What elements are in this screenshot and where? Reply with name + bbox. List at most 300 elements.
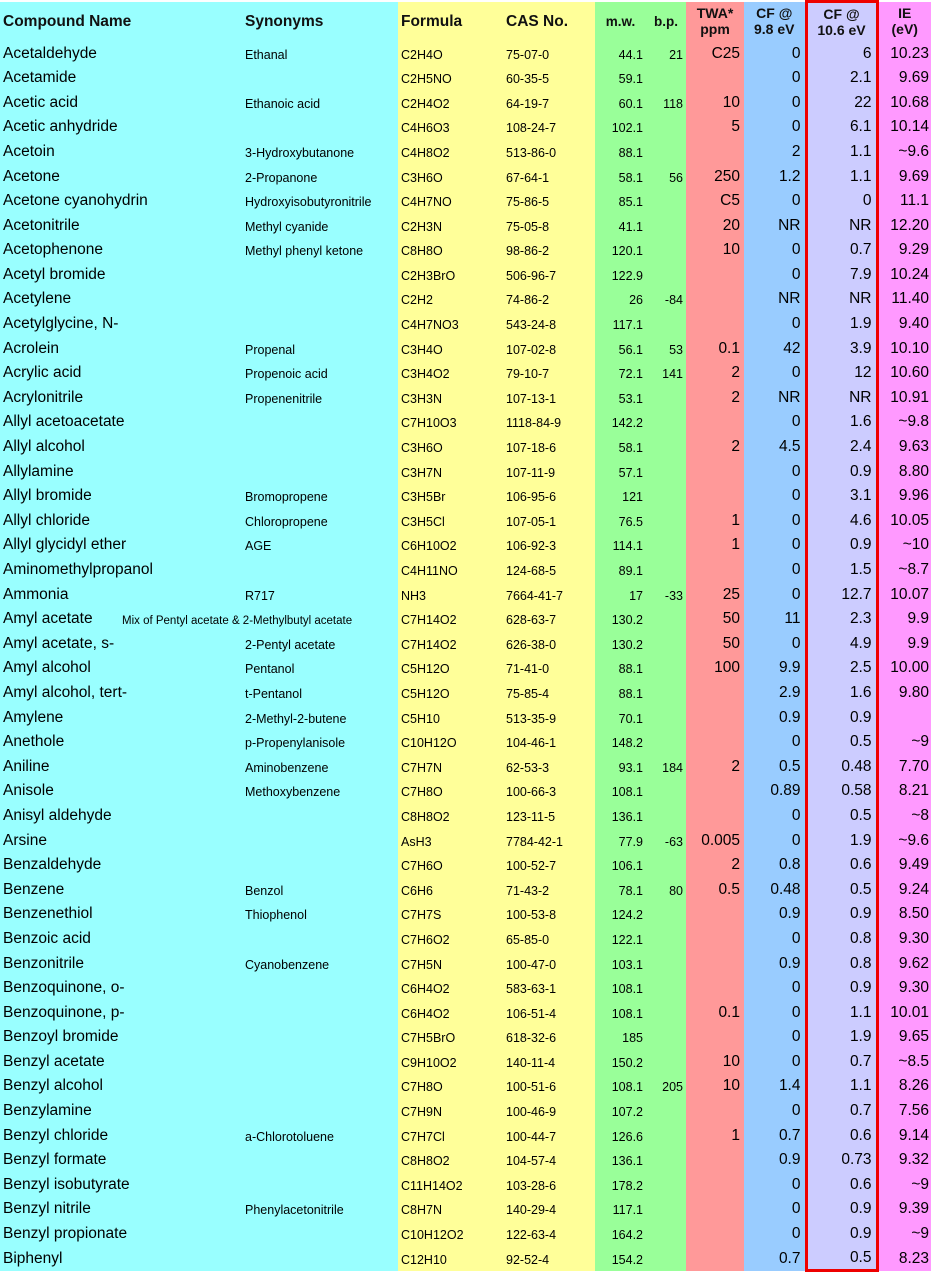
- cell-twa: 250: [686, 164, 744, 189]
- header-ie-line1: IE: [898, 5, 912, 22]
- table-row: [0, 1049, 931, 1074]
- cell-ie: 10.01: [877, 1000, 931, 1025]
- cell-ie: 9.29: [877, 238, 931, 263]
- cell-cf106: 0.5: [806, 803, 877, 828]
- cell-compound-name: Benzenethiol: [0, 902, 242, 927]
- cell-compound-name: Anisyl aldehyde: [0, 803, 242, 828]
- table-row: [0, 1123, 931, 1148]
- cell-bp: [646, 410, 686, 435]
- cell-mw: 108.1: [595, 779, 646, 804]
- cell-bp: [646, 459, 686, 484]
- cell-formula: C2H2: [398, 287, 503, 312]
- cell-cf98: 2.9: [744, 680, 806, 705]
- cell-mw: 117.1: [595, 312, 646, 337]
- cell-cf98: 0: [744, 361, 806, 386]
- cell-cas: 628-63-7: [503, 607, 595, 632]
- cell-compound-name: Acetone: [0, 164, 242, 189]
- cell-formula: NH3: [398, 582, 503, 607]
- cell-twa: 0.1: [686, 336, 744, 361]
- table-row: [0, 1222, 931, 1247]
- cell-cf106: NR: [806, 385, 877, 410]
- cell-compound-name: Benzyl formate: [0, 1148, 242, 1173]
- table-row: [0, 902, 931, 927]
- cell-cf106: 0.5: [806, 877, 877, 902]
- cell-compound-name: Aniline: [0, 754, 242, 779]
- cell-cf98: 1.4: [744, 1074, 806, 1099]
- cell-cf98: 0: [744, 533, 806, 558]
- cell-cas: 67-64-1: [503, 164, 595, 189]
- cell-cas: 618-32-6: [503, 1025, 595, 1050]
- cell-cf106: 3.1: [806, 484, 877, 509]
- header-mw: m.w.: [595, 2, 646, 42]
- cell-twa: 1: [686, 508, 744, 533]
- cell-synonym: 2-Methyl-2-butene: [242, 705, 398, 730]
- cell-synonym: [242, 1025, 398, 1050]
- cell-synonym: 2-Pentyl acetate: [242, 631, 398, 656]
- cell-cf106: 0.58: [806, 779, 877, 804]
- cell-cf106: 0.6: [806, 853, 877, 878]
- cell-compound-name: Acetonitrile: [0, 213, 242, 238]
- cell-twa: [686, 951, 744, 976]
- cell-cf106: 4.9: [806, 631, 877, 656]
- table-row: [0, 1025, 931, 1050]
- cell-cf98: 11: [744, 607, 806, 632]
- cell-compound-name: Acetyl bromide: [0, 262, 242, 287]
- cell-cas: 92-52-4: [503, 1246, 595, 1271]
- cell-twa: [686, 779, 744, 804]
- cell-ie: 9.40: [877, 312, 931, 337]
- table-row: [0, 361, 931, 386]
- cell-formula: C4H7NO3: [398, 312, 503, 337]
- cell-synonym: [242, 1148, 398, 1173]
- cell-cf98: 0.48: [744, 877, 806, 902]
- cell-compound-name: Acetic anhydride: [0, 115, 242, 140]
- cell-twa: [686, 976, 744, 1001]
- cell-cf98: 0: [744, 828, 806, 853]
- cell-cas: 75-05-8: [503, 213, 595, 238]
- cell-compound-name: Benzyl isobutyrate: [0, 1172, 242, 1197]
- cell-ie: 10.00: [877, 656, 931, 681]
- cell-compound-name: Acetylglycine, N-: [0, 312, 242, 337]
- cell-compound-name: Benzylamine: [0, 1099, 242, 1124]
- cell-cas: 107-05-1: [503, 508, 595, 533]
- cell-mw: 59.1: [595, 66, 646, 91]
- cell-cf98: 0.8: [744, 853, 806, 878]
- cell-compound-name: Acetamide: [0, 66, 242, 91]
- cell-bp: -33: [646, 582, 686, 607]
- cell-mw: 102.1: [595, 115, 646, 140]
- cell-synonym: Benzol: [242, 877, 398, 902]
- cell-bp: [646, 631, 686, 656]
- cell-synonym: [242, 312, 398, 337]
- cell-cf98: 0: [744, 41, 806, 66]
- cell-compound-name: Amyl alcohol: [0, 656, 242, 681]
- cell-synonym: Cyanobenzene: [242, 951, 398, 976]
- cell-cas: 140-29-4: [503, 1197, 595, 1222]
- cell-formula: C3H4O2: [398, 361, 503, 386]
- cell-cf98: 0: [744, 238, 806, 263]
- cell-cas: 98-86-2: [503, 238, 595, 263]
- cell-bp: [646, 1197, 686, 1222]
- cell-synonym: Methoxybenzene: [242, 779, 398, 804]
- table-row: [0, 803, 931, 828]
- header-bp: b.p.: [646, 2, 686, 42]
- table-row: [0, 853, 931, 878]
- cell-cf106: 0.48: [806, 754, 877, 779]
- cell-mw: 41.1: [595, 213, 646, 238]
- cell-synonym: Propenoic acid: [242, 361, 398, 386]
- cell-ie: 7.56: [877, 1099, 931, 1124]
- header-row: [0, 2, 931, 42]
- cell-twa: [686, 557, 744, 582]
- cell-mw: 130.2: [595, 607, 646, 632]
- cell-formula: C3H5Br: [398, 484, 503, 509]
- cell-cas: 103-28-6: [503, 1172, 595, 1197]
- cell-mw: 89.1: [595, 557, 646, 582]
- cell-cf98: 0: [744, 976, 806, 1001]
- cell-mw: 114.1: [595, 533, 646, 558]
- cell-ie: 7.70: [877, 754, 931, 779]
- cell-cas: 1118-84-9: [503, 410, 595, 435]
- cell-cf98: 0: [744, 410, 806, 435]
- cell-twa: 50: [686, 631, 744, 656]
- cell-compound-name: Benzene: [0, 877, 242, 902]
- cell-formula: C7H6O2: [398, 926, 503, 951]
- cell-ie: ~9.6: [877, 828, 931, 853]
- cell-cf106: 0.5: [806, 730, 877, 755]
- cell-bp: [646, 803, 686, 828]
- cell-synonym: [242, 976, 398, 1001]
- cell-compound-name: Allyl acetoacetate: [0, 410, 242, 435]
- cell-formula: C8H8O2: [398, 803, 503, 828]
- header-cf106-line1: CF @: [823, 6, 860, 22]
- cell-ie: 9.49: [877, 853, 931, 878]
- table-row: [0, 41, 931, 66]
- cell-twa: [686, 1025, 744, 1050]
- cell-synonym: Thiophenol: [242, 902, 398, 927]
- table-row: [0, 115, 931, 140]
- cell-cf98: 0: [744, 1172, 806, 1197]
- table-row: [0, 189, 931, 214]
- cell-compound-name: Acetone cyanohydrin: [0, 189, 242, 214]
- cell-ie: 9.39: [877, 1197, 931, 1222]
- cell-cf98: 0: [744, 1000, 806, 1025]
- cell-formula: C4H6O3: [398, 115, 503, 140]
- cell-cf98: 0: [744, 582, 806, 607]
- cell-compound-name: Acetic acid: [0, 90, 242, 115]
- cell-formula: C6H4O2: [398, 1000, 503, 1025]
- cell-ie: 9.80: [877, 680, 931, 705]
- cell-cas: 60-35-5: [503, 66, 595, 91]
- cell-cf106: 0.7: [806, 1099, 877, 1124]
- cell-cf106: 1.6: [806, 680, 877, 705]
- cell-cf106: 0.9: [806, 902, 877, 927]
- cell-mw: 26: [595, 287, 646, 312]
- cell-cas: 104-46-1: [503, 730, 595, 755]
- cell-compound-name: Biphenyl: [0, 1246, 242, 1271]
- cell-bp: [646, 1049, 686, 1074]
- cell-formula: C10H12O: [398, 730, 503, 755]
- cell-cf98: 0.9: [744, 1148, 806, 1173]
- cell-cas: 106-92-3: [503, 533, 595, 558]
- cell-formula: C7H8O: [398, 779, 503, 804]
- cell-synonym: Chloropropene: [242, 508, 398, 533]
- table-row: [0, 90, 931, 115]
- cell-cf106: 2.1: [806, 66, 877, 91]
- cell-cas: 100-44-7: [503, 1123, 595, 1148]
- table-row: [0, 754, 931, 779]
- cell-twa: [686, 680, 744, 705]
- cell-cf106: NR: [806, 287, 877, 312]
- cell-bp: [646, 730, 686, 755]
- cell-mw: 154.2: [595, 1246, 646, 1271]
- cell-cas: 75-85-4: [503, 680, 595, 705]
- cell-bp: 118: [646, 90, 686, 115]
- cell-synonym: t-Pentanol: [242, 680, 398, 705]
- cell-synonym: Propenenitrile: [242, 385, 398, 410]
- cell-mw: 53.1: [595, 385, 646, 410]
- cell-twa: [686, 484, 744, 509]
- table-row: [0, 779, 931, 804]
- cell-formula: AsH3: [398, 828, 503, 853]
- cell-twa: 2: [686, 853, 744, 878]
- cell-cas: 122-63-4: [503, 1222, 595, 1247]
- cell-ie: 10.07: [877, 582, 931, 607]
- table-row: [0, 1000, 931, 1025]
- header-twa: [686, 2, 744, 42]
- cell-bp: [646, 484, 686, 509]
- cell-compound-name: Acetoin: [0, 139, 242, 164]
- cell-ie: 9.69: [877, 164, 931, 189]
- cell-synonym: [242, 1099, 398, 1124]
- cell-compound-name: Allyl glycidyl ether: [0, 533, 242, 558]
- cell-cf106: 22: [806, 90, 877, 115]
- cell-bp: [646, 926, 686, 951]
- cell-cas: 79-10-7: [503, 361, 595, 386]
- cell-bp: -63: [646, 828, 686, 853]
- cell-synonym: [242, 287, 398, 312]
- cell-formula: C6H10O2: [398, 533, 503, 558]
- cell-bp: [646, 607, 686, 632]
- cell-bp: [646, 902, 686, 927]
- cell-bp: [646, 115, 686, 140]
- cell-bp: [646, 533, 686, 558]
- cell-formula: C7H8O: [398, 1074, 503, 1099]
- header-ie-line2: (eV): [891, 21, 918, 38]
- cell-compound-name: Amyl acetate, s-: [0, 631, 242, 656]
- cell-ie: 9.63: [877, 435, 931, 460]
- cell-bp: 56: [646, 164, 686, 189]
- table-row: [0, 238, 931, 263]
- cell-mw: 122.1: [595, 926, 646, 951]
- cell-mw: 93.1: [595, 754, 646, 779]
- cell-compound-name: Benzonitrile: [0, 951, 242, 976]
- cell-mw: 164.2: [595, 1222, 646, 1247]
- cell-cf98: 0: [744, 1197, 806, 1222]
- cell-mw: 57.1: [595, 459, 646, 484]
- cell-cf98: 0: [744, 66, 806, 91]
- cell-formula: C9H10O2: [398, 1049, 503, 1074]
- cell-twa: [686, 1246, 744, 1271]
- header-cf98: [744, 2, 806, 42]
- cell-formula: C7H14O2: [398, 607, 503, 632]
- cell-cas: 75-86-5: [503, 189, 595, 214]
- cell-mw: 60.1: [595, 90, 646, 115]
- cell-formula: C5H12O: [398, 680, 503, 705]
- cell-formula: C3H4O: [398, 336, 503, 361]
- cell-bp: [646, 312, 686, 337]
- header-compound-name: Compound Name: [0, 2, 242, 42]
- cell-cf98: 0.7: [744, 1246, 806, 1271]
- cell-synonym: Aminobenzene: [242, 754, 398, 779]
- cell-twa: 5: [686, 115, 744, 140]
- cell-compound-name: Amyl alcohol, tert-: [0, 680, 242, 705]
- cell-mw: 106.1: [595, 853, 646, 878]
- cell-compound-name: Benzaldehyde: [0, 853, 242, 878]
- cell-cf106: 0.7: [806, 238, 877, 263]
- cell-compound-name: Acetylene: [0, 287, 242, 312]
- cell-twa: 100: [686, 656, 744, 681]
- cell-ie: 8.21: [877, 779, 931, 804]
- cell-bp: [646, 385, 686, 410]
- table-row: [0, 164, 931, 189]
- cell-cf98: 0: [744, 1025, 806, 1050]
- cell-synonym: [242, 803, 398, 828]
- cell-bp: 53: [646, 336, 686, 361]
- cell-twa: [686, 312, 744, 337]
- cell-bp: 205: [646, 1074, 686, 1099]
- cell-bp: [646, 189, 686, 214]
- cell-formula: C7H7N: [398, 754, 503, 779]
- cell-cas: 100-66-3: [503, 779, 595, 804]
- cell-ie: 10.68: [877, 90, 931, 115]
- cell-ie: ~9.6: [877, 139, 931, 164]
- cell-mw: 108.1: [595, 1074, 646, 1099]
- cell-twa: 10: [686, 238, 744, 263]
- cell-synonym: Methyl cyanide: [242, 213, 398, 238]
- cell-compound-name: Amyl acetate: [0, 607, 242, 632]
- cell-bp: [646, 508, 686, 533]
- header-cf106-line2: 10.6 eV: [817, 22, 866, 38]
- cell-synonym: Bromopropene: [242, 484, 398, 509]
- cell-ie: 12.20: [877, 213, 931, 238]
- cell-formula: C11H14O2: [398, 1172, 503, 1197]
- cell-cas: 124-68-5: [503, 557, 595, 582]
- cell-ie: ~8.7: [877, 557, 931, 582]
- cell-synonym: a-Chlorotoluene: [242, 1123, 398, 1148]
- cell-cf106: 2.4: [806, 435, 877, 460]
- cell-cf98: 0: [744, 189, 806, 214]
- cell-mw: 124.2: [595, 902, 646, 927]
- cell-cas: 583-63-1: [503, 976, 595, 1001]
- table-row: [0, 139, 931, 164]
- cell-ie: 10.05: [877, 508, 931, 533]
- cell-formula: C7H6O: [398, 853, 503, 878]
- cell-twa: 20: [686, 213, 744, 238]
- cell-synonym: [242, 1000, 398, 1025]
- cell-cas: 123-11-5: [503, 803, 595, 828]
- cell-formula: C7H10O3: [398, 410, 503, 435]
- cell-mw: 76.5: [595, 508, 646, 533]
- cell-bp: [646, 1148, 686, 1173]
- cell-cas: 107-11-9: [503, 459, 595, 484]
- cell-formula: C10H12O2: [398, 1222, 503, 1247]
- cell-formula: C7H5BrO: [398, 1025, 503, 1050]
- cell-cas: 506-96-7: [503, 262, 595, 287]
- cell-mw: 150.2: [595, 1049, 646, 1074]
- cell-cas: 100-51-6: [503, 1074, 595, 1099]
- cell-cas: 65-85-0: [503, 926, 595, 951]
- cell-bp: [646, 1025, 686, 1050]
- cell-compound-name: Allyl chloride: [0, 508, 242, 533]
- cell-formula: C8H7N: [398, 1197, 503, 1222]
- cell-formula: C7H5N: [398, 951, 503, 976]
- cell-cf106: 1.6: [806, 410, 877, 435]
- cell-twa: 2: [686, 754, 744, 779]
- table-row: [0, 877, 931, 902]
- cell-bp: [646, 1222, 686, 1247]
- table-header: [0, 2, 931, 42]
- cell-cf106: 0.9: [806, 976, 877, 1001]
- cell-cf98: NR: [744, 385, 806, 410]
- cell-formula: C6H6: [398, 877, 503, 902]
- cell-ie: 9.24: [877, 877, 931, 902]
- cell-cf106: 2.3: [806, 607, 877, 632]
- cell-cf106: 0: [806, 189, 877, 214]
- cell-twa: 50: [686, 607, 744, 632]
- cell-compound-name: Allyl alcohol: [0, 435, 242, 460]
- cell-mw: 142.2: [595, 410, 646, 435]
- cell-synonym: Ethanoic acid: [242, 90, 398, 115]
- cell-cas: 104-57-4: [503, 1148, 595, 1173]
- cell-compound-name: Benzyl acetate: [0, 1049, 242, 1074]
- table-row: [0, 435, 931, 460]
- cell-bp: [646, 680, 686, 705]
- cell-cas: 75-07-0: [503, 41, 595, 66]
- table-row: [0, 459, 931, 484]
- table-row: [0, 828, 931, 853]
- table-row: [0, 287, 931, 312]
- cell-ie: 9.65: [877, 1025, 931, 1050]
- cell-ie: 11.40: [877, 287, 931, 312]
- cell-formula: C8H8O: [398, 238, 503, 263]
- cell-ie: ~9.8: [877, 410, 931, 435]
- cell-synonym: [242, 1222, 398, 1247]
- cell-cf98: NR: [744, 213, 806, 238]
- cell-mw: 103.1: [595, 951, 646, 976]
- cell-bp: [646, 139, 686, 164]
- cell-cas: 62-53-3: [503, 754, 595, 779]
- cell-cas: 140-11-4: [503, 1049, 595, 1074]
- cell-compound-name: Amylene: [0, 705, 242, 730]
- cell-formula: C12H10: [398, 1246, 503, 1271]
- cell-compound-name: Acetophenone: [0, 238, 242, 263]
- table-row: [0, 926, 931, 951]
- cell-twa: [686, 459, 744, 484]
- table-row: [0, 66, 931, 91]
- cell-bp: [646, 435, 686, 460]
- cell-cf106: 0.5: [806, 1246, 877, 1271]
- cell-compound-name: Acrolein: [0, 336, 242, 361]
- cell-cf106: 1.9: [806, 1025, 877, 1050]
- cell-cas: 7664-41-7: [503, 582, 595, 607]
- cell-ie: 9.32: [877, 1148, 931, 1173]
- cell-mw: 117.1: [595, 1197, 646, 1222]
- table-row: [0, 533, 931, 558]
- cell-cf106: 1.9: [806, 312, 877, 337]
- cell-mw: 58.1: [595, 435, 646, 460]
- cell-cf98: 0: [744, 730, 806, 755]
